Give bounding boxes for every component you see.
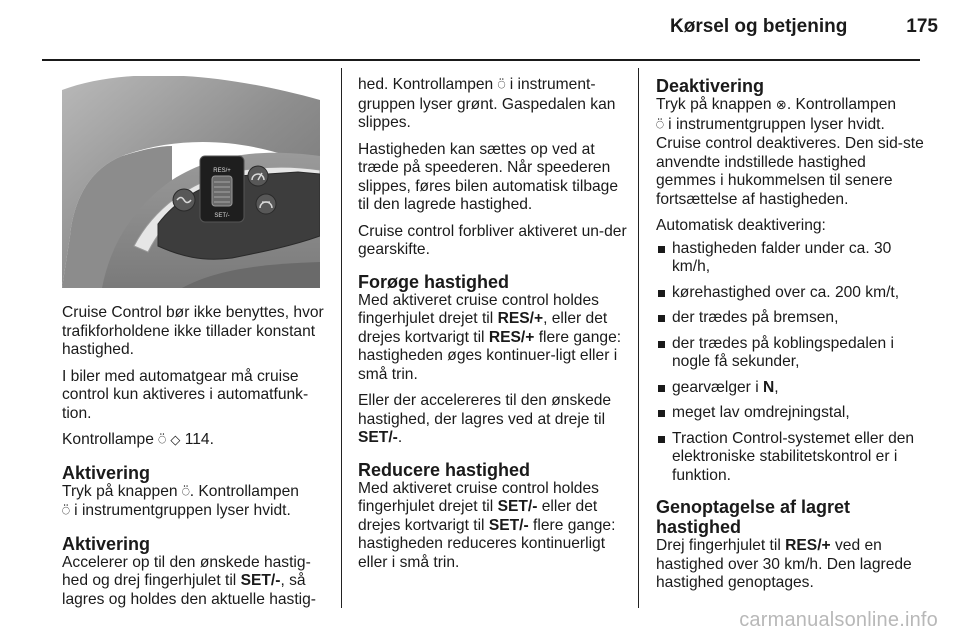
paragraph: [62, 483, 332, 522]
text: Tryk på knappen: [656, 96, 776, 113]
text: Accelerer op til den ønskede hastig-hed og drej fingerhjulet til: [62, 553, 311, 589]
set-label: SET/-: [214, 213, 230, 219]
list-item: meget lav omdrejningstal,: [656, 404, 926, 423]
paragraph: [62, 554, 332, 610]
list-item: der trædes på koblingspedalen i nogle få sekunder,: [656, 335, 926, 372]
column-3: [656, 76, 926, 601]
cruise-control-lamp-icon: ⍥: [497, 78, 506, 93]
list-item: Traction Control-systemet eller den elektroniske stabilitetskontrol er i funktion.: [656, 430, 926, 486]
text: , eller det drejes kortvarigt til: [358, 310, 608, 346]
steering-wheel-illustration: [62, 76, 320, 288]
paragraph: [358, 480, 628, 573]
bold-term: SET/-: [497, 498, 538, 515]
bold-term: RES/+: [497, 310, 544, 327]
text: ,: [774, 378, 779, 396]
section-heading: Aktivering: [62, 533, 151, 554]
list-item: [656, 379, 926, 398]
text: , så lagres og holdes den aktuelle hastig-: [62, 572, 316, 608]
paragraph: [358, 292, 628, 385]
cruise-control-lamp-icon: ⍥: [158, 433, 167, 448]
text: Med aktiveret cruise control holdes fingerhjulet drejet til: [358, 291, 599, 327]
cruise-on-button: [248, 166, 268, 186]
text: gearvælger i: [672, 378, 764, 396]
text: Tryk på knappen: [62, 482, 182, 500]
column-2: [358, 76, 628, 580]
page-header-title: Kørsel og betjening: [670, 16, 848, 37]
section-heading: Genoptagelse af lagret hastighed: [656, 497, 851, 537]
bold-term: RES/+: [785, 537, 831, 554]
res-label: RES/+: [213, 168, 231, 174]
paragraph: [358, 392, 628, 448]
text: Kontrollampe: [62, 431, 159, 448]
page-reference: 114.: [180, 431, 214, 448]
column-1: [62, 304, 332, 617]
bold-term: SET/-: [488, 516, 529, 534]
text: i instrument-gruppen lyser grønt. Gaspedalen kan slippes.: [358, 76, 616, 131]
text: eller det drejes kortvarigt til: [358, 498, 598, 534]
text: Med aktiveret cruise control holdes fingerhjulet drejet til: [358, 479, 599, 515]
section-heading: Reducere hastighed: [358, 459, 531, 480]
watermark: carmanualsonline.info: [739, 609, 938, 631]
header-rule: [42, 59, 920, 61]
paragraph: [656, 537, 926, 593]
paragraph: [358, 76, 628, 133]
paragraph: Cruise Control bør ikke benyttes, hvor trafikforholdene ikke tillader konstant hastighed.: [62, 304, 324, 358]
list-item: kørehastighed over ca. 200 km/t,: [656, 284, 926, 303]
paragraph: Hastigheden kan sættes op ved at træde på speederen. Når speederen slippes, føres bilen automatisk tilbage til den lagrede hastighed.: [358, 140, 619, 213]
bold-term: SET/-: [358, 429, 398, 446]
paragraph: Automatisk deaktivering:: [656, 217, 826, 234]
list-item: der trædes på bremsen,: [656, 309, 926, 328]
text: . Kontrollampen: [786, 96, 897, 113]
text: ved en hastighed over 30 km/h. Den lagrede hastighed genoptages.: [656, 537, 912, 591]
column-divider-1: [341, 68, 342, 608]
section-heading: Aktivering: [62, 462, 151, 483]
text: .: [397, 429, 403, 446]
text: flere gange: hastigheden reduceres kontinuerligt eller i små trin.: [358, 516, 616, 571]
text: hed. Kontrollampen: [358, 76, 498, 93]
section-heading: Forøge hastighed: [358, 271, 510, 292]
bold-term: RES/+: [488, 328, 535, 346]
speed-limiter-button: [256, 194, 276, 214]
steering-wheel-svg: [62, 76, 320, 288]
cruise-control-lamp-icon: ⍥: [62, 504, 70, 519]
cruise-control-lamp-icon: ⍥: [656, 117, 664, 133]
paragraph: [656, 96, 926, 209]
cancel-cruise-icon: ⊗: [775, 98, 787, 113]
reference-arrow-icon: ◇: [170, 433, 181, 448]
paragraph: [62, 431, 332, 451]
paragraph: I biler med automatgear må cruise control kun aktiveres i automatfunk-tion.: [62, 367, 309, 422]
bold-term: N: [763, 378, 775, 396]
text: Drej fingerhjulet til: [656, 537, 786, 554]
list-item: hastigheden falder under ca. 30 km/h,: [656, 240, 926, 277]
text: . Kontrollampen: [189, 482, 299, 500]
text: Eller der accelereres til den ønskede hastighed, der lagres ved at dreje til: [358, 392, 612, 428]
section-heading: Deaktivering: [656, 76, 765, 96]
page-number: 175: [906, 16, 938, 37]
cruise-control-icon: ⍥: [181, 484, 190, 500]
column-divider-2: [638, 68, 639, 608]
paragraph: Cruise control forbliver aktiveret un-der gearskifte.: [358, 222, 627, 258]
text: i instrumentgruppen lyser hvidt. Cruise control deaktiveres. Den sid-ste anvendte indstillede hastighed gemmes i hukommelsen til senere fortsættelse af hastigheden.: [656, 115, 924, 208]
text: i instrumentgruppen lyser hvidt.: [69, 502, 291, 519]
text: flere gange: hastigheden øges kontinuer-ligt eller i små trin.: [358, 328, 622, 383]
bold-term: SET/-: [240, 572, 281, 589]
deactivation-list: [656, 240, 926, 486]
